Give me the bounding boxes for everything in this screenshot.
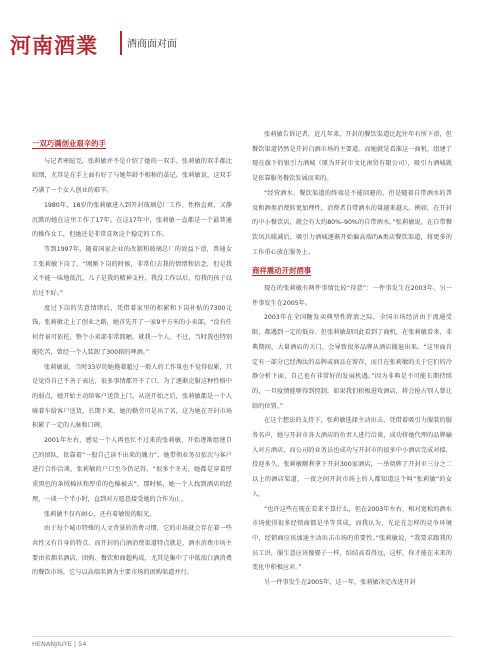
paragraph: 现在的张莉敏有两件事情比较“得意”：一件事发生在2003年，另一件事发生在2005年。: [252, 285, 452, 307]
paragraph: 2001年左右，感觉一个人再也忙不过来的张莉敏，开始逐渐组建自己的团队，依靠着“一股自己读不出来的魄力”，她带领业务员依次与客户进行合作洽谈，张莉敏的户口至今仍记得，“很多个冬天，她都是穿着厚重黑色的条绒棉袄和厚重的色棉被去”，那时候，她一个人找到酒店的经理，一谈一个半小时，直到对方愿意接受她的合作为止。: [32, 437, 232, 503]
right-subheading: 商祥震动开封酒事: [252, 266, 312, 276]
paragraph: 度过下岗的失意情绪后，凭借着家里的积累和下岗补贴的7300元钱，张莉敏走上了创业之路，她首先开了一家9平方米的小卖部，“没有任何背景可依托，整个小卖部非常简陋，就我一个人。不过，当时我也特别能吃苦，曾经一个人装卸了300箱的啤酒。”: [32, 304, 232, 356]
paragraph: 2003年在全国糖发卖典型性降浪之际，全国市场经济由于流通受限，都遇到一定的低谷。但张莉敏却因此看到了商机，在张莉敏看来，非典期间，大量酒店的关门，会导致很多品牌从酒店撤退出来。“这里面肯定有一部分已经淘汰的品牌或商品在留存，而且在张莉敏的关于它们的冷静分析下面，自己也有非常好的发展机遇。”因为非典是不可能长期持续的，一旦疫情能够得到控制，如果我们积极进攻酒店，将会抢占别人曾让给的位置。”: [252, 314, 452, 410]
paragraph: “也许这些在现在看来不算什么，但在2003年左右，相对宽松的酒水市场使得很多经销商都是坐等其成，而我认为，光论在怎样的竞争环境中，经销商应该加速主动出击市场的重要性。”张莉敏说，“我要求跟我的员工讲，服生意应该像娶子一样，结结高看得远，这样，你才能在未来的变化中积极应对。”: [252, 505, 452, 572]
footer-divider: [32, 636, 452, 637]
paragraph: 1980年，18岁的张莉敏进入到开封玻璃总厂工作。性格直爽、又静沉默的她在这里工作了17年。在这17年中，张莉敏一直都是一个最普通的操作女工，但她还是非常喜欢这个稳定的工作。: [32, 201, 232, 239]
paragraph: 在这个想法的支持下，张莉敏选择主动出击，凭借着吸引力服装的服务名声，她与开封市各大酒店的负责人进行洽谈，成功将她代理的品牌输入对方酒店，而公司的业务员也成功与开封市的很多中小酒店完成对接，投迎多久，张莉敏顺利拿下开封300家酒店，一举奠牌了开封市三分之二以上的酒店渠道，一夜之间开封市场上的人都知道这个叫“张莉敏”的女人。: [252, 417, 452, 498]
left-column: [32, 133, 232, 581]
page-footer: HENANJIUYE | 54: [32, 640, 87, 648]
paragraph: 由于每个城市特殊的人文背景的消费习惯，它的市场就会存在着一些共性又有自身的特点。而开封的白酒消费渠道特点就是，酒水消费市场主要由名烟名酒店，团购、餐饮和商超构成，尤其是集中了中低端白酒消费的餐饮市场，它与以高端名酒为主要市场的团购渠道并行。: [32, 525, 232, 577]
page-header: [0, 0, 483, 62]
paragraph: 张莉敏告诉记者，近几年来，开封的餐饮渠道比起往年有所下滑，但餐饮渠道仍然是开封白酒市场的主要道。而她就是看准这一商机，组建了现在旗下的银引力酒城（原为开封市文化南贸有限公司），吸引力酒城就是依靠服务餐饮发展而来的。: [252, 131, 452, 183]
paragraph: 与记者寒暄完，张莉敏并不是介绍了她的一双手。张莉敏的双手都比较细，尤其是在手上面有好了与她年龄不相称的茧记。张莉敏说，这双手巧满了一个女人创业的艰辛。: [32, 157, 232, 195]
paragraph: 等到1997年，随着国家企业的改制和玻璃总厂的效益下滑，普通女工张莉敏下岗了。“刚刚下岗的时候，非常们去我的情绪和信念，但是我又不能一味地低沉，儿子是我的精神支柱，我没工作以后，恰我的孩子以后过不好。”: [32, 245, 232, 298]
magazine-brand: 河南酒業: [10, 33, 98, 58]
brand-divider: [120, 31, 122, 55]
section-title: 酒商面对面: [127, 39, 177, 50]
left-subheading: 一双巧满创业艰辛的手: [32, 139, 106, 148]
paragraph: 张莉敏说，当时33岁的她拖着超过一般人的工作量也不觉得很累，只是觉得自己不善于表达，很多事情都开不了口。为了逐渐克服这种性格中的弱点，她开始主动给客户送货上门，从送开始之后，张莉敏都是一个人骑着车给客户送货，长期下来，她的勤劳可是出了名，这为她在开封市场积累了一定的人脉和口碑。: [32, 363, 232, 430]
right-column: [252, 128, 452, 591]
paragraph: “经营酒水、餐饮渠道的终端是不能回避的，但是随着自带酒水的普及和酒类消费转更加理性，消费者自带酒水的量越来越大。例如，在开封的中小餐饮店，就会有大约80%–90%的自带酒水。”张莉敏说。在自带餐饮风兵暖减后，吸引力酒城逐渐开始偏高端的A类店餐饮渠道，将更多的工作重心放在服务上。: [252, 189, 452, 256]
paragraph: 张莉敏不仅有耐心，还有着敏锐的眼光。: [44, 510, 156, 518]
paragraph: 另一件事发生在2005年，这一年，张莉敏决定改进开封: [264, 579, 416, 587]
